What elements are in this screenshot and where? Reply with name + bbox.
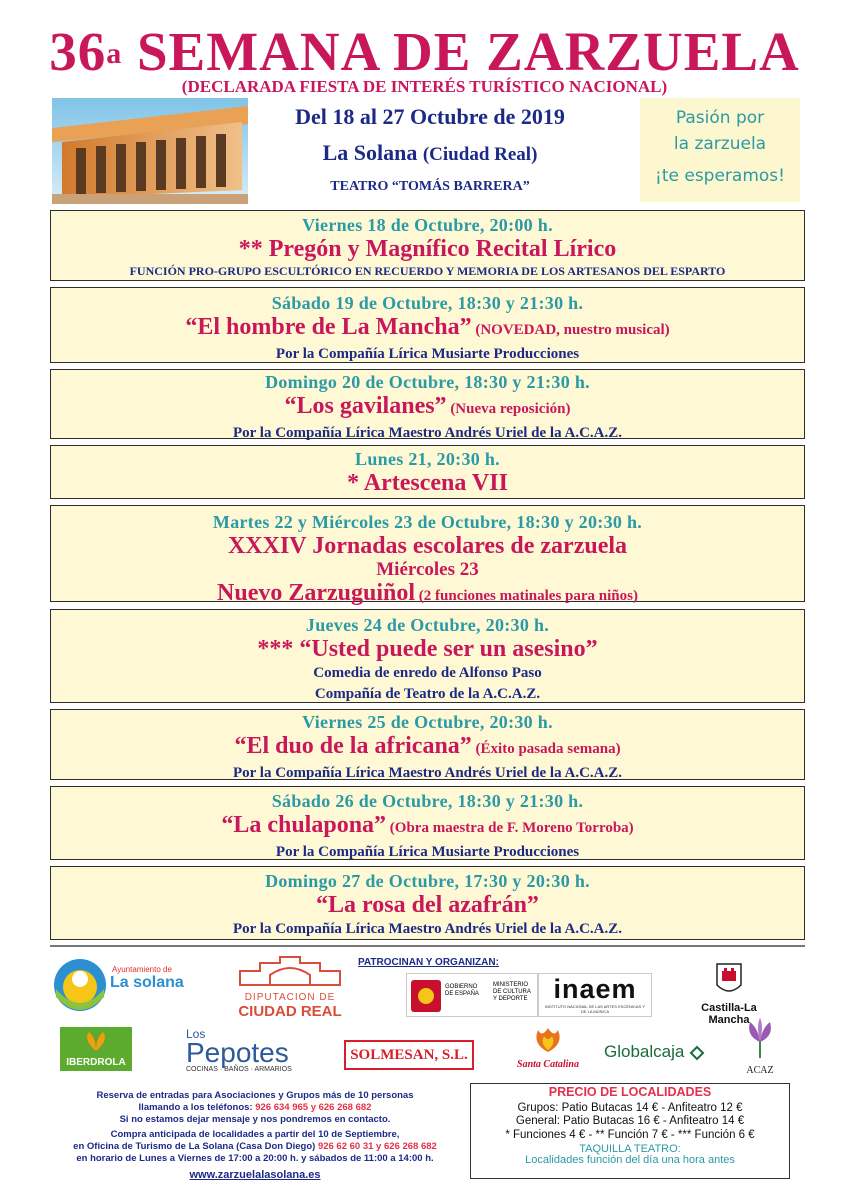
iberdrola-logo: IBERDROLA [60, 1027, 132, 1071]
event-date: Lunes 21, 20:30 h. [355, 449, 500, 469]
event-date: Domingo 20 de Octubre, 18:30 y 21:30 h. [265, 372, 590, 392]
event-date: Sábado 26 de Octubre, 18:30 y 21:30 h. [271, 791, 584, 811]
event-box [50, 786, 805, 860]
sponsors-heading: PATROCINAN Y ORGANIZAN: [358, 957, 499, 968]
event-box [50, 287, 805, 363]
event-title: *** “Usted puede ser un asesino” [257, 636, 598, 662]
building-icon [230, 955, 350, 987]
taquilla-heading: TAQUILLA TEATRO: [579, 1143, 681, 1155]
leaf-icon [81, 1030, 111, 1052]
event-box [50, 609, 805, 703]
event-date: Martes 22 y Miércoles 23 de Octubre, 18:30 y 20:30 h. [212, 512, 643, 532]
festival-venue: TEATRO “TOMÁS BARRERA” [330, 179, 530, 194]
globalcaja-logo: Globalcaja [604, 1042, 714, 1068]
event-date: Sábado 19 de Octubre, 18:30 y 21:30 h. [271, 293, 584, 313]
castle-shield-icon [716, 963, 742, 997]
price-general: General: Patio Butacas 16 € - Anfiteatro 14 € [515, 1115, 745, 1127]
event-title: * Artescena VII [347, 470, 508, 496]
event-title: “La rosa del azafrán” [316, 892, 539, 918]
event-title: “Los gavilanes” (Nueva reposición) [284, 393, 571, 419]
event-title: “La chulapona” (Obra maestra de F. Moreno Torroba) [221, 812, 634, 838]
website-link[interactable]: www.zarzuelalasolana.es [189, 1169, 321, 1181]
price-heading: PRECIO DE LOCALIDADES [548, 1085, 712, 1099]
event-info: FUNCIÓN PRO-GRUPO ESCULTÓRICO EN RECUERDO Y MEMORIA DE LOS ARTESANOS DEL ESPARTO [129, 264, 726, 278]
event-date: Viernes 18 de Octubre, 20:00 h. [302, 215, 553, 235]
theatre-photo [52, 98, 248, 204]
castilla-la-mancha-logo: Castilla-La Mancha [684, 963, 774, 1019]
event-company: Por la Compañía Lírica Maestro Andrés Uriel de la A.C.A.Z. [232, 921, 622, 937]
acaz-logo: ACAZ [738, 1018, 782, 1080]
event-title: XXXIV Jornadas escolares de zarzuela [227, 533, 628, 559]
event-box [50, 210, 805, 281]
event-title: ** Pregón y Magnífico Recital Lírico [238, 236, 617, 262]
sun-icon [52, 957, 108, 1013]
event-box [50, 709, 805, 780]
event-company: Por la Compañía Lírica Maestro Andrés Uriel de la A.C.A.Z. [232, 425, 622, 441]
event-date: Viernes 25 de Octubre, 20:30 h. [302, 712, 553, 732]
inaem-logo: inaem INSTITUTO NACIONAL DE LAS ARTES ESCÉNICAS Y DE LA MÚSICA [538, 973, 652, 1017]
event-company: Por la Compañía Lírica Musiarte Producciones [275, 346, 580, 362]
diputacion-logo: DIPUTACION DE CIUDAD REAL [228, 955, 352, 1017]
event-box [50, 866, 805, 940]
event-company: Por la Compañía Lírica Maestro Andrés Uriel de la A.C.A.Z. [232, 765, 622, 781]
saffron-flower-icon [740, 1018, 780, 1060]
solmesan-logo: SOLMESAN, S.L. [344, 1040, 474, 1070]
price-box [470, 1083, 790, 1179]
event-company: Compañía de Teatro de la A.C.A.Z. [314, 686, 541, 702]
price-grupos: Grupos: Patio Butacas 14 € - Anfiteatro 12 € [517, 1101, 743, 1114]
tagline-box: Pasión por la zarzuela ¡te esperamos! [640, 98, 800, 202]
gobierno-logo: GOBIERNO DE ESPAÑA MINISTERIO DE CULTURA Y DEPORTE [406, 973, 538, 1017]
coat-of-arms-icon [411, 980, 441, 1012]
event-date: Jueves 24 de Octubre, 20:30 h. [305, 615, 550, 635]
festival-subtitle: (DECLARADA FIESTA DE INTERÉS TURÍSTICO NACIONAL) [181, 77, 668, 96]
event-title: “El hombre de La Mancha” (NOVEDAD, nuestro musical) [185, 314, 670, 340]
divider [50, 945, 805, 947]
arrow-icon [689, 1045, 705, 1061]
event-title: “El duo de la africana” (Éxito pasada semana) [234, 733, 621, 759]
flame-icon [528, 1024, 568, 1054]
event-title-2: Nuevo Zarzuguiñol (2 funciones matinales para niños) [217, 580, 638, 606]
event-date: Domingo 27 de Octubre, 17:30 y 20:30 h. [265, 871, 590, 891]
santa-catalina-logo: Santa Catalina [512, 1024, 584, 1076]
event-box [50, 445, 805, 499]
taquilla-info: Localidades función del día una hora antes [525, 1154, 735, 1166]
event-box [50, 505, 805, 606]
booking-info: Reserva de entradas para Asociaciones y Grupos más de 10 personas llamando a los teléfonos: 926 634 965 y 626 268 682 Si no estamos dejar mensaje y nos pondremos en contacto. Compra anticipada de localidades a partir del 10 de Septiembre, en Oficina de Turismo de La Solana (Casa Don Diego) 926 62 60 31 y 626 268 682 en horario de Lunes a Viernes de 17:00 a 20:00 h. y sábados de 11:00 a 14:00 h. www.zarzuelalasolana.es [55, 1090, 455, 1181]
festival-title: 36$^a$ SEMANA DE ZARZUELA [49, 21, 800, 82]
event-date-2: Miércoles 23 [376, 559, 479, 580]
event-description: Comedia de enredo de Alfonso Paso [313, 665, 542, 681]
price-funciones: * Funciones 4 € - ** Función 7 € - *** Función 6 € [505, 1128, 755, 1141]
festival-location: La Solana (Ciudad Real) [322, 140, 538, 165]
los-pepotes-logo: Los Pepotes COCINAS · BAÑOS · ARMARIOS [186, 1027, 292, 1073]
la-solana-logo: Ayuntamiento de La solana [52, 957, 192, 1017]
event-company: Por la Compañía Lírica Musiarte Producciones [275, 844, 580, 860]
event-box [50, 369, 805, 439]
festival-dates: Del 18 al 27 Octubre de 2019 [295, 104, 565, 129]
